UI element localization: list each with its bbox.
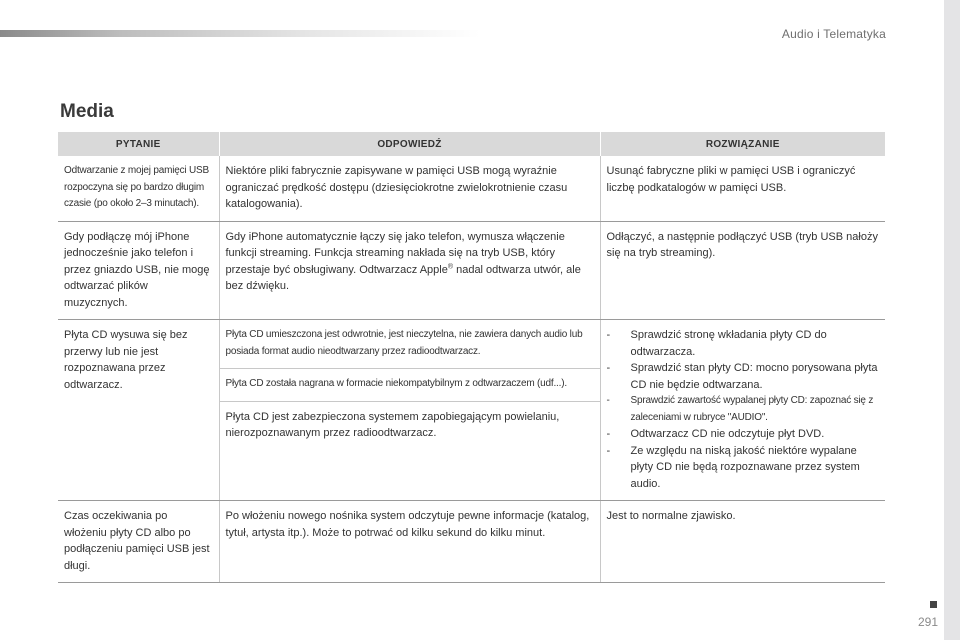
table-row (58, 221, 885, 320)
answer-cell: Po włożeniu nowego nośnika system odczytuje pewne informacje (katalog, tytuł, artysta itp.). Może to potrwać od kilku sekund do kilku minut. (219, 501, 600, 583)
solution-cell: Usunąć fabryczne pliki w pamięci USB i ograniczyć liczbę podkatalogów w pamięci USB. (600, 156, 885, 221)
solution-list (607, 327, 880, 492)
solution-cell: Jest to normalne zjawisko. (600, 501, 885, 583)
answer-subcell: Płyta CD została nagrana w formacie niekompatybilnym z odtwarzaczem (udf...). (220, 368, 600, 401)
chapter-title: Audio i Telematyka (781, 27, 886, 41)
list-item: - Odtwarzacz CD nie odczytuje płyt DVD. (607, 426, 880, 443)
solution-cell: Odłączyć, a następnie podłączyć USB (tryb USB nałoży się na tryb streaming). (600, 221, 885, 320)
answer-subcell: Płyta CD jest zabezpieczona systemem zapobiegającym powielaniu, nierozpoznawanym przez radioodtwarzacz. (220, 401, 600, 450)
list-item: - Sprawdzić zawartość wypalanej płyty CD: zapoznać się z zaleceniami w rubryce "AUDIO". (607, 393, 880, 426)
answer-cell: Niektóre pliki fabrycznie zapisywane w pamięci USB mogą wyraźnie ograniczać prędkość dostępu (dziesięciokrotne zwielokrotnienie czasu katalogowania). (219, 156, 600, 221)
corner-marker (930, 601, 937, 608)
list-item: - Sprawdzić stan płyty CD: mocno porysowana płyta CD nie będzie odtwarzana. (607, 360, 880, 393)
question-cell: Płyta CD wysuwa się bez przerwy lub nie jest rozpoznawana przez odtwarzacz. (58, 320, 219, 501)
answer-text: Gdy iPhone automatycznie łączy się jako telefon, wymusza włączenie funkcji streaming. Funkcja streaming nakłada się na tryb USB, który przestaje być obsługiwany. Odtwarzacz Apple (225, 230, 565, 276)
column-header-answer: ODPOWIEDŹ (219, 132, 600, 156)
question-cell: Gdy podłączę mój iPhone jednocześnie jako telefon i przez gniazdo USB, nie mogę odtwarzać plików muzycznych. (58, 221, 219, 320)
list-item: - Sprawdzić stronę wkładania płyty CD do odtwarzacza. (607, 327, 880, 360)
troubleshooting-table (58, 132, 885, 583)
answer-text-continued: nadal odtwarza utwór, ale bez dźwięku. (225, 263, 581, 292)
question-cell: Odtwarzanie z mojej pamięci USB rozpoczyna się po bardzo długim czasie (po około 2–3 minutach). (58, 156, 219, 221)
table-row (58, 156, 885, 221)
page-number: 291 (917, 615, 938, 629)
answer-cell (219, 221, 600, 320)
table-row (58, 320, 885, 501)
column-header-solution: ROZWIĄZANIE (600, 132, 885, 156)
list-item: - Ze względu na niską jakość niektóre wypalane płyty CD nie będą rozpoznawane przez system audio. (607, 443, 880, 493)
page-edge-strip (944, 0, 960, 640)
registered-mark: ® (447, 262, 454, 270)
question-cell: Czas oczekiwania po włożeniu płyty CD albo po podłączeniu pamięci USB jest długi. (58, 501, 219, 583)
table-row (58, 501, 885, 583)
solution-cell (600, 320, 885, 501)
answer-subcell: Płyta CD umieszczona jest odwrotnie, jest nieczytelna, nie zawiera danych audio lub posiada format audio nieodtwarzany przez radioodtwarzacz. (225, 329, 583, 357)
header-decoration-bar (0, 30, 480, 37)
table-header-row (58, 132, 885, 156)
column-header-question: PYTANIE (58, 132, 219, 156)
section-title: Media (60, 101, 114, 122)
answer-cell-group (219, 320, 600, 501)
